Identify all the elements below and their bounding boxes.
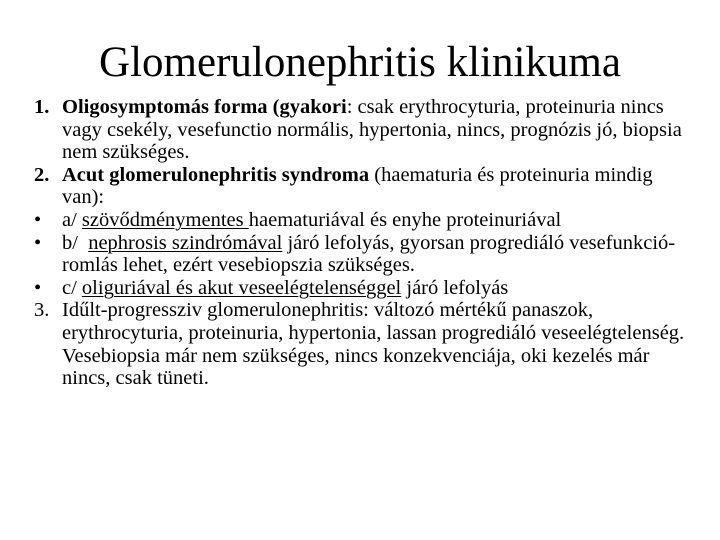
list-item-c-oliguric [34, 277, 694, 300]
item-prefix: a/ [62, 208, 82, 231]
item-prefix: b/ [62, 231, 89, 254]
list-item-b-nephrotic [34, 232, 694, 277]
slide-title: Glomerulonephritis klinikuma [99, 39, 621, 86]
item-text: : csak erythrocyturia, proteinuria nincs vagy csekély, vesefunctio normális, hypertonia, nincs, prognózis jó, biopsia nem szükséges. [62, 96, 682, 164]
item-text: járó lefolyás [401, 276, 509, 299]
item-text: (haematuria és proteinuria mindig van): [62, 163, 653, 209]
list-number: 1. [34, 96, 50, 118]
item-underlined-text: oliguriával és akut veseelégtelenséggel [81, 276, 402, 299]
item-underlined-text: nephrosis szindrómával [88, 231, 283, 254]
bullet-icon: • [34, 276, 42, 299]
bullet-icon: • [34, 208, 42, 231]
item-text: Idűlt-progressziv glomerulonephritis: változó mértékű panaszok, erythrocyturia, proteinuria, hypertonia, lassan progrediáló veseelégtelenség. Vesebiopsia már nem szükséges, nincs konzekvenciája, oki kezelés már nincs, csak tüneti. [62, 299, 685, 390]
item-lead: Acut glomerulonephritis syndroma [62, 163, 370, 186]
item-text: járó lefolyás, gyorsan progrediáló vesefunkció-romlás lehet, ezért vesebiopszia szükséges. [62, 231, 676, 277]
list-item-a-uncomplicated [34, 209, 694, 232]
slide-body [34, 96, 694, 390]
list-item-oligosymptomatic [34, 96, 694, 164]
list-number: 2. [34, 163, 50, 186]
list-number: 3. [34, 299, 50, 322]
item-lead: Oligosymptomás forma (gyakori [62, 96, 347, 118]
item-prefix: c/ [62, 276, 82, 299]
item-text: haematuriával és enyhe proteinuriával [248, 208, 562, 231]
item-underlined-text: szövődménymentes [81, 208, 249, 231]
list-item-acute-syndrome [34, 164, 694, 209]
bullet-icon: • [34, 231, 42, 254]
list-item-chronic-progressive [34, 299, 694, 389]
